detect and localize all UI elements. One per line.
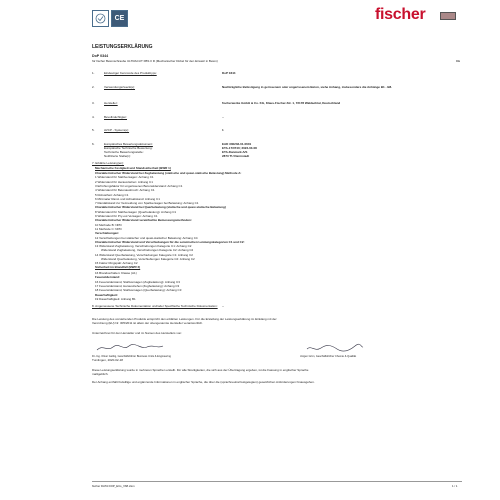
dop-number: DoP 0344 — [92, 54, 109, 58]
fire-performance-line: Dauerhaftigkeit: — [95, 292, 118, 297]
place-date: Tumlingen, 2020-02-18 — [92, 358, 123, 362]
fire-performance-line: Feuerwiderstand: — [95, 275, 121, 280]
signatory-right: Jürgen Grün, Geschäftsführer Chemie & Qualität — [300, 355, 357, 358]
declaration-line: Verordnung (EU) Nr. 305/2011 ist allein der obengenannte Hersteller verantwortlich. — [92, 321, 204, 325]
performance-line: 5 Robustheit: Anhang C1 — [95, 192, 129, 197]
item-label: AVCP - System(e): — [104, 128, 130, 132]
fischer-logo: fischer — [375, 6, 426, 23]
item-number: 4. — [92, 115, 95, 119]
item-value: Nachträgliche Befestigung in gerissenem oder ungerissenem Beton, siehe Anhang, insbesondere die Anhänge B1 - B8. — [222, 85, 392, 89]
bwr1-heading: Mechanische Festigkeit und Standsicherheit (BWR 1) — [95, 166, 171, 170]
performance-line: Verschiebungen: — [95, 231, 120, 236]
declaration-line: Die Leistung des vorstehenden Produkts entspricht den erklärten Leistungen. Für die Erstellung der Leistungserklärung im Einklang mit der — [92, 317, 277, 321]
document-title: LEISTUNGSERKLÄRUNG — [92, 44, 153, 50]
fire-performance-line: 17 Feuerwiderstand, Herausziehen (Zugbelastung): Anhang C3 — [95, 283, 180, 288]
item-label: Bevollmächtigter: — [104, 115, 128, 119]
item-label: Eindeutiger Kenncode des Produkttyps: — [104, 71, 157, 75]
signed-for-text: Unterzeichnet für den Hersteller und im Namen des Herstellers von: — [92, 331, 183, 335]
item-number: 2. — [92, 85, 95, 89]
ce-mark: CE — [111, 10, 128, 27]
page-number: 1 / 1 — [452, 484, 458, 488]
performance-line: 6 Minimaler Rand- und Achsabstand: Anhang C1 — [95, 196, 160, 201]
item-number: 1. — [92, 71, 95, 75]
item-number: 6. — [92, 142, 95, 146]
language-code: DE — [456, 58, 461, 63]
performance-line: Charakteristischer Widerstand bei Zugbelastung (statische und quasi-statische Belastung) Methode A: — [95, 171, 242, 175]
performance-line: 8 Widerstand für Stahlversagen (Querbelastung): Anhang C1 — [95, 209, 177, 214]
item-value: 1 — [222, 128, 224, 132]
item-value: EAD 330232-01-0601 — [222, 142, 252, 146]
item-label: Notifizierte Stelle(n): — [104, 154, 132, 158]
signature-left — [95, 343, 165, 353]
performance-line: Charakteristischer Widerstand und Verschiebungen für die seismischen Leistungskategorien C1 und C2: — [95, 239, 245, 244]
item-label: Europäisches Bewertungsdokument: — [104, 142, 153, 146]
bwr2-heading: Sicherheit im Brandfall (BWR 2) — [95, 265, 141, 269]
section-heading: 7. Erklärte Leistung(en): — [92, 161, 125, 165]
item-label: 8. Angemessene Technische Dokumentation und/oder Spezifische Technische Dokumentation: — [92, 304, 218, 308]
performance-line: 9 Widerstand für Pry-out Versagen: Anhang C1 — [95, 214, 158, 218]
fire-performance-line: 16 Feuerwiderstand, Stahlversagen (Zugbelastung): Anhang C3 — [95, 279, 180, 284]
item-number: 3. — [92, 101, 95, 105]
item-value: -- — [222, 304, 224, 308]
item-value: fischerwerke GmbH & Co. KG, Klaus-Fischer-Str. 1, 72178 Waldachtal, Deutschland — [222, 101, 341, 105]
performance-line: 13 Widerstand Zugbelastung, Verschiebungen Kategorie C1: Anhang C2 — [95, 244, 192, 249]
performance-line: 15 Faktor Ringspalt: Anhang C2 — [95, 261, 138, 266]
fire-performance-line: 18 Feuerwiderstand, Stahlversagen (Querbelastung): Anhang C3 — [95, 288, 182, 293]
annex-note: Der Anhang enthält freiwillige und ergänzende Informationen in englischer Sprache, die über die (sprachneutral festgelegten) gesetzlichen Anforderungen hinausgehen. — [92, 380, 315, 384]
brand-badge-icon — [440, 12, 456, 20]
performance-line: 14 Widerstand Querbelastung, Verschiebungen Kategorie C1: Anhang C2 — [95, 252, 193, 257]
item-value: DoP 0344 — [222, 71, 236, 75]
item-label: Hersteller: — [104, 101, 118, 105]
item-value: ETA-17/0740; 2022-03-08 — [222, 146, 257, 150]
performance-line: 10 Methode B: NPD — [95, 222, 122, 227]
item-number: 5. — [92, 128, 95, 132]
fire-performance-line: 16 Brandverhalten: Klasse (A1) — [95, 271, 137, 275]
footer-file: fischer DATA DOP_ECs_V68.xlsm — [92, 484, 135, 488]
performance-line: Charakteristischer Widerstand vereinfachte Bemessungsmethoden: — [95, 218, 192, 223]
performance-line: 1 Widerstand für Stahlversagen: Anhang C1 — [95, 175, 154, 180]
performance-line: 11 Methode C: NPD — [95, 226, 122, 231]
performance-line: Widerstand Zugbelastung, Verschiebungen Kategorie C2: Anhang C2 — [101, 248, 194, 253]
performance-line: 12 Verschiebungen bei statischer und quasi-statischer Belastung: Anhang C4 — [95, 235, 198, 240]
item-label: Europäische Technische Bewertung: — [104, 146, 153, 150]
performance-line: Widerstand Querbelastung, Verschiebungen Kategorie C2: Anhang C2 — [101, 257, 195, 261]
performance-line: 7 Randabstand zur Vermeidung von Spaltversagen bei Belastung: Anhang C1 — [95, 201, 199, 206]
performance-line: Charakteristischer Widerstand bei Querbelastung (statische und quasi-statische Belastung) — [95, 205, 226, 210]
dop-subtitle: für fischer Betonschraube ULTRACUT FBS II R (Mechanischer Dübel für den Einsatz in Beton) — [92, 58, 218, 63]
item-value: 2873 TU Darmstadt — [222, 154, 250, 158]
certification-logos — [92, 10, 128, 27]
fire-performance-line: 19 Dauerhaftigkeit: Anhang B1 — [95, 296, 136, 301]
performance-line: 4 Widerstand für Betonausbruch: Anhang C1 — [95, 188, 155, 193]
performance-line: 3 Erhöhungsfaktor für ungerissenen Betonwiderstand: Anhang C1 — [95, 183, 183, 188]
language-note: maßgeblich. — [92, 372, 109, 376]
language-note: Diese Leistungserklärung wurde in mehreren Sprachen erstellt. Für alle Streitigkeiten, die sich aus der Übertragung ergeben, ist die Fassung in englischer Sprache — [92, 368, 309, 372]
item-value: -- — [222, 115, 224, 119]
item-value: ETA-Danmark A/S — [222, 150, 248, 154]
performance-line: 2 Widerstand für Herausziehen: Anhang C1 — [95, 179, 153, 184]
signature-right — [305, 343, 365, 353]
item-label: Verwendungszweck(e): — [104, 85, 136, 89]
item-label: Technische Bewertungsstelle: — [104, 150, 144, 154]
signatory-left: Dr.-Ing. Oliver Geibig, Geschäftsführer Business Units & Engineering — [92, 355, 172, 358]
footer-divider — [92, 481, 462, 482]
quality-seal-icon — [92, 10, 109, 27]
